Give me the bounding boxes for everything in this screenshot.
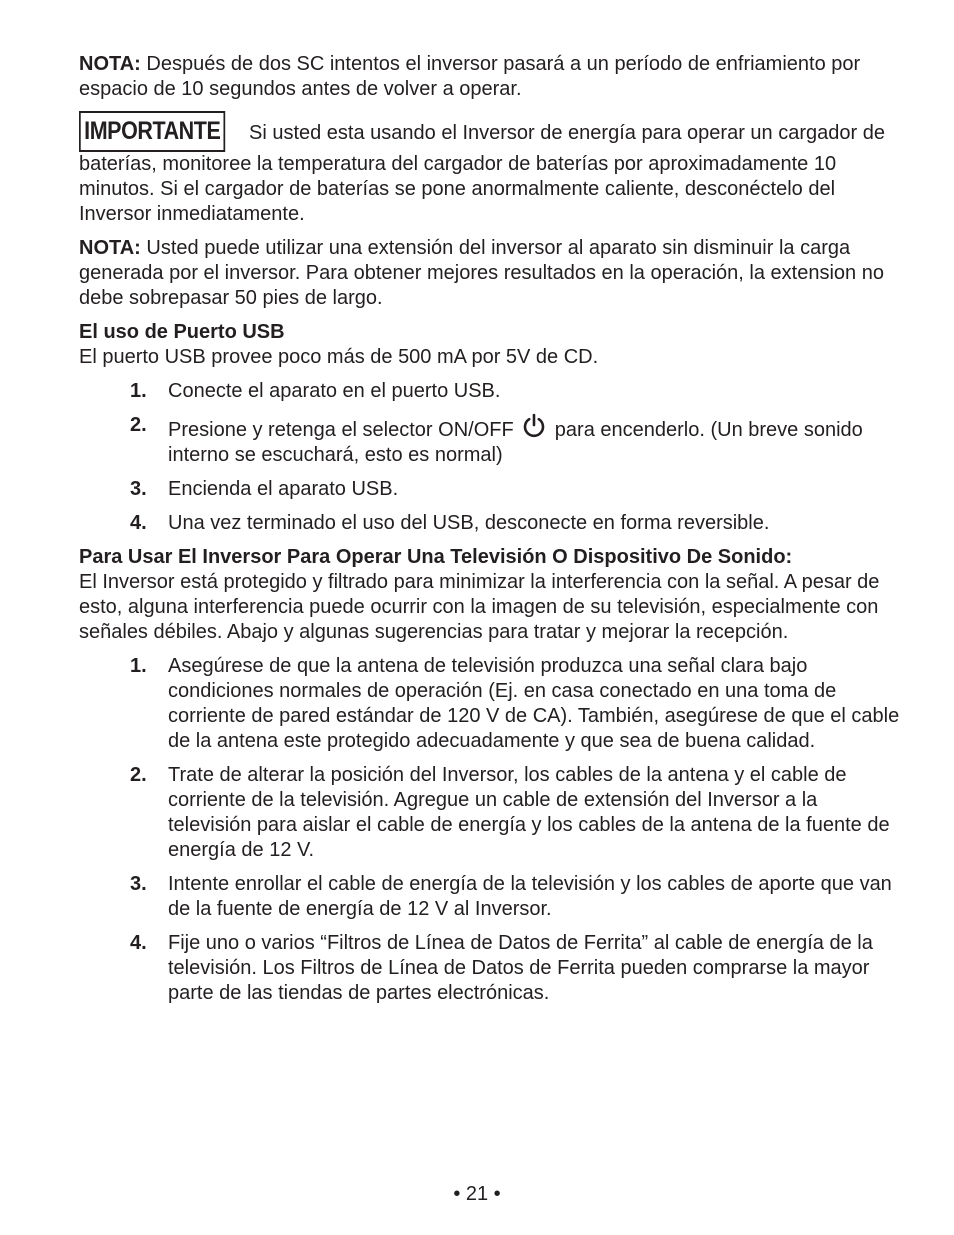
list-item [79, 379, 905, 404]
nota-text: Usted puede utilizar una extensión del inversor al aparato sin disminuir la carga generada por el inversor. Para obtener mejores resultados en la operación, la extension no debe sobrepasar 50 pies de largo. [79, 237, 884, 309]
list-item [79, 763, 905, 863]
tv-intro: El Inversor está protegido y filtrado para minimizar la interferencia con la señal. A pesar de esto, alguna interferencia puede ocurrir con la imagen de su televisión, especialmente con señales débiles. Abajo y algunas sugerencias para tratar y mejorar la recepción. [79, 571, 880, 643]
importante-badge: IMPORTANTE [79, 111, 226, 152]
step-text-after: para encenderlo. (Un breve sonido interno se escuchará, esto es normal) [168, 419, 863, 466]
step-text: Asegúrese de que la antena de televisión produzca una señal clara bajo condiciones normales de operación (Ej. en casa conectado en una toma de corriente de pared estándar de 120 V de CA). También, asegúrese de que el cable de la antena este protegido adecuadamente y que sea de buena calidad. [168, 655, 900, 752]
step-number: 2. [130, 764, 147, 786]
list-item [79, 654, 905, 754]
step-number: 4. [130, 932, 147, 954]
step-number: 4. [130, 512, 147, 534]
step-text: Fije uno o varios “Filtros de Línea de Datos de Ferrita” al cable de energía de la televisión. Los Filtros de Línea de Datos de Ferrita pueden comprarse la mayor parte de las tiendas de partes electrónicas. [168, 932, 873, 1004]
importante-text: Si usted esta usando el Inversor de energía para operar un cargador de baterías, monitoree la temperatura del cargador de baterías por aproximadamente 10 minutos. Si el cargador de baterías se pone anormalmente caliente, desconéctelo del Inversor inmediatamente. [79, 122, 885, 225]
step-text: Trate de alterar la posición del Inversor, los cables de la antena y el cable de corriente de la televisión. Agregue un cable de extensión del Inversor a la televisión para aislar el cable de energía y los cables de la antena de la fuente de energía de 12 V. [168, 764, 890, 861]
nota-paragraph-2 [79, 236, 905, 311]
step-number: 2. [130, 414, 147, 436]
step-text: Intente enrollar el cable de energía de la televisión y los cables de aporte que van de la fuente de energía de 12 V al Inversor. [168, 873, 892, 920]
tv-section-heading: Para Usar El Inversor Para Operar Una Televisión O Dispositivo De Sonido: [79, 546, 793, 568]
usb-intro: El puerto USB provee poco más de 500 mA por 5V de CD. [79, 346, 599, 368]
list-item [79, 477, 905, 502]
document-page [79, 52, 905, 1015]
list-item [79, 511, 905, 536]
page-number: • 21 • [453, 1183, 501, 1205]
power-icon [521, 413, 547, 439]
list-item [79, 872, 905, 922]
tv-steps-list [79, 654, 905, 1006]
list-item [79, 413, 905, 468]
step-text-before: Presione y retenga el selector ON/OFF [168, 419, 520, 441]
nota-paragraph-1 [79, 52, 905, 102]
nota-label: NOTA: [79, 53, 141, 75]
nota-text: Después de dos SC intentos el inversor pasará a un período de enfriamiento por espacio de 10 segundos antes de volver a operar. [79, 53, 861, 100]
usb-steps-list [79, 379, 905, 536]
step-number: 3. [130, 478, 147, 500]
list-item [79, 931, 905, 1006]
step-number: 1. [130, 380, 147, 402]
step-text: Una vez terminado el uso del USB, desconecte en forma reversible. [168, 512, 770, 534]
importante-paragraph [79, 111, 905, 227]
usb-section-heading: El uso de Puerto USB [79, 321, 285, 343]
step-text: Encienda el aparato USB. [168, 478, 399, 500]
step-number: 1. [130, 655, 147, 677]
step-number: 3. [130, 873, 147, 895]
step-text: Conecte el aparato en el puerto USB. [168, 380, 501, 402]
nota-label: NOTA: [79, 237, 141, 259]
